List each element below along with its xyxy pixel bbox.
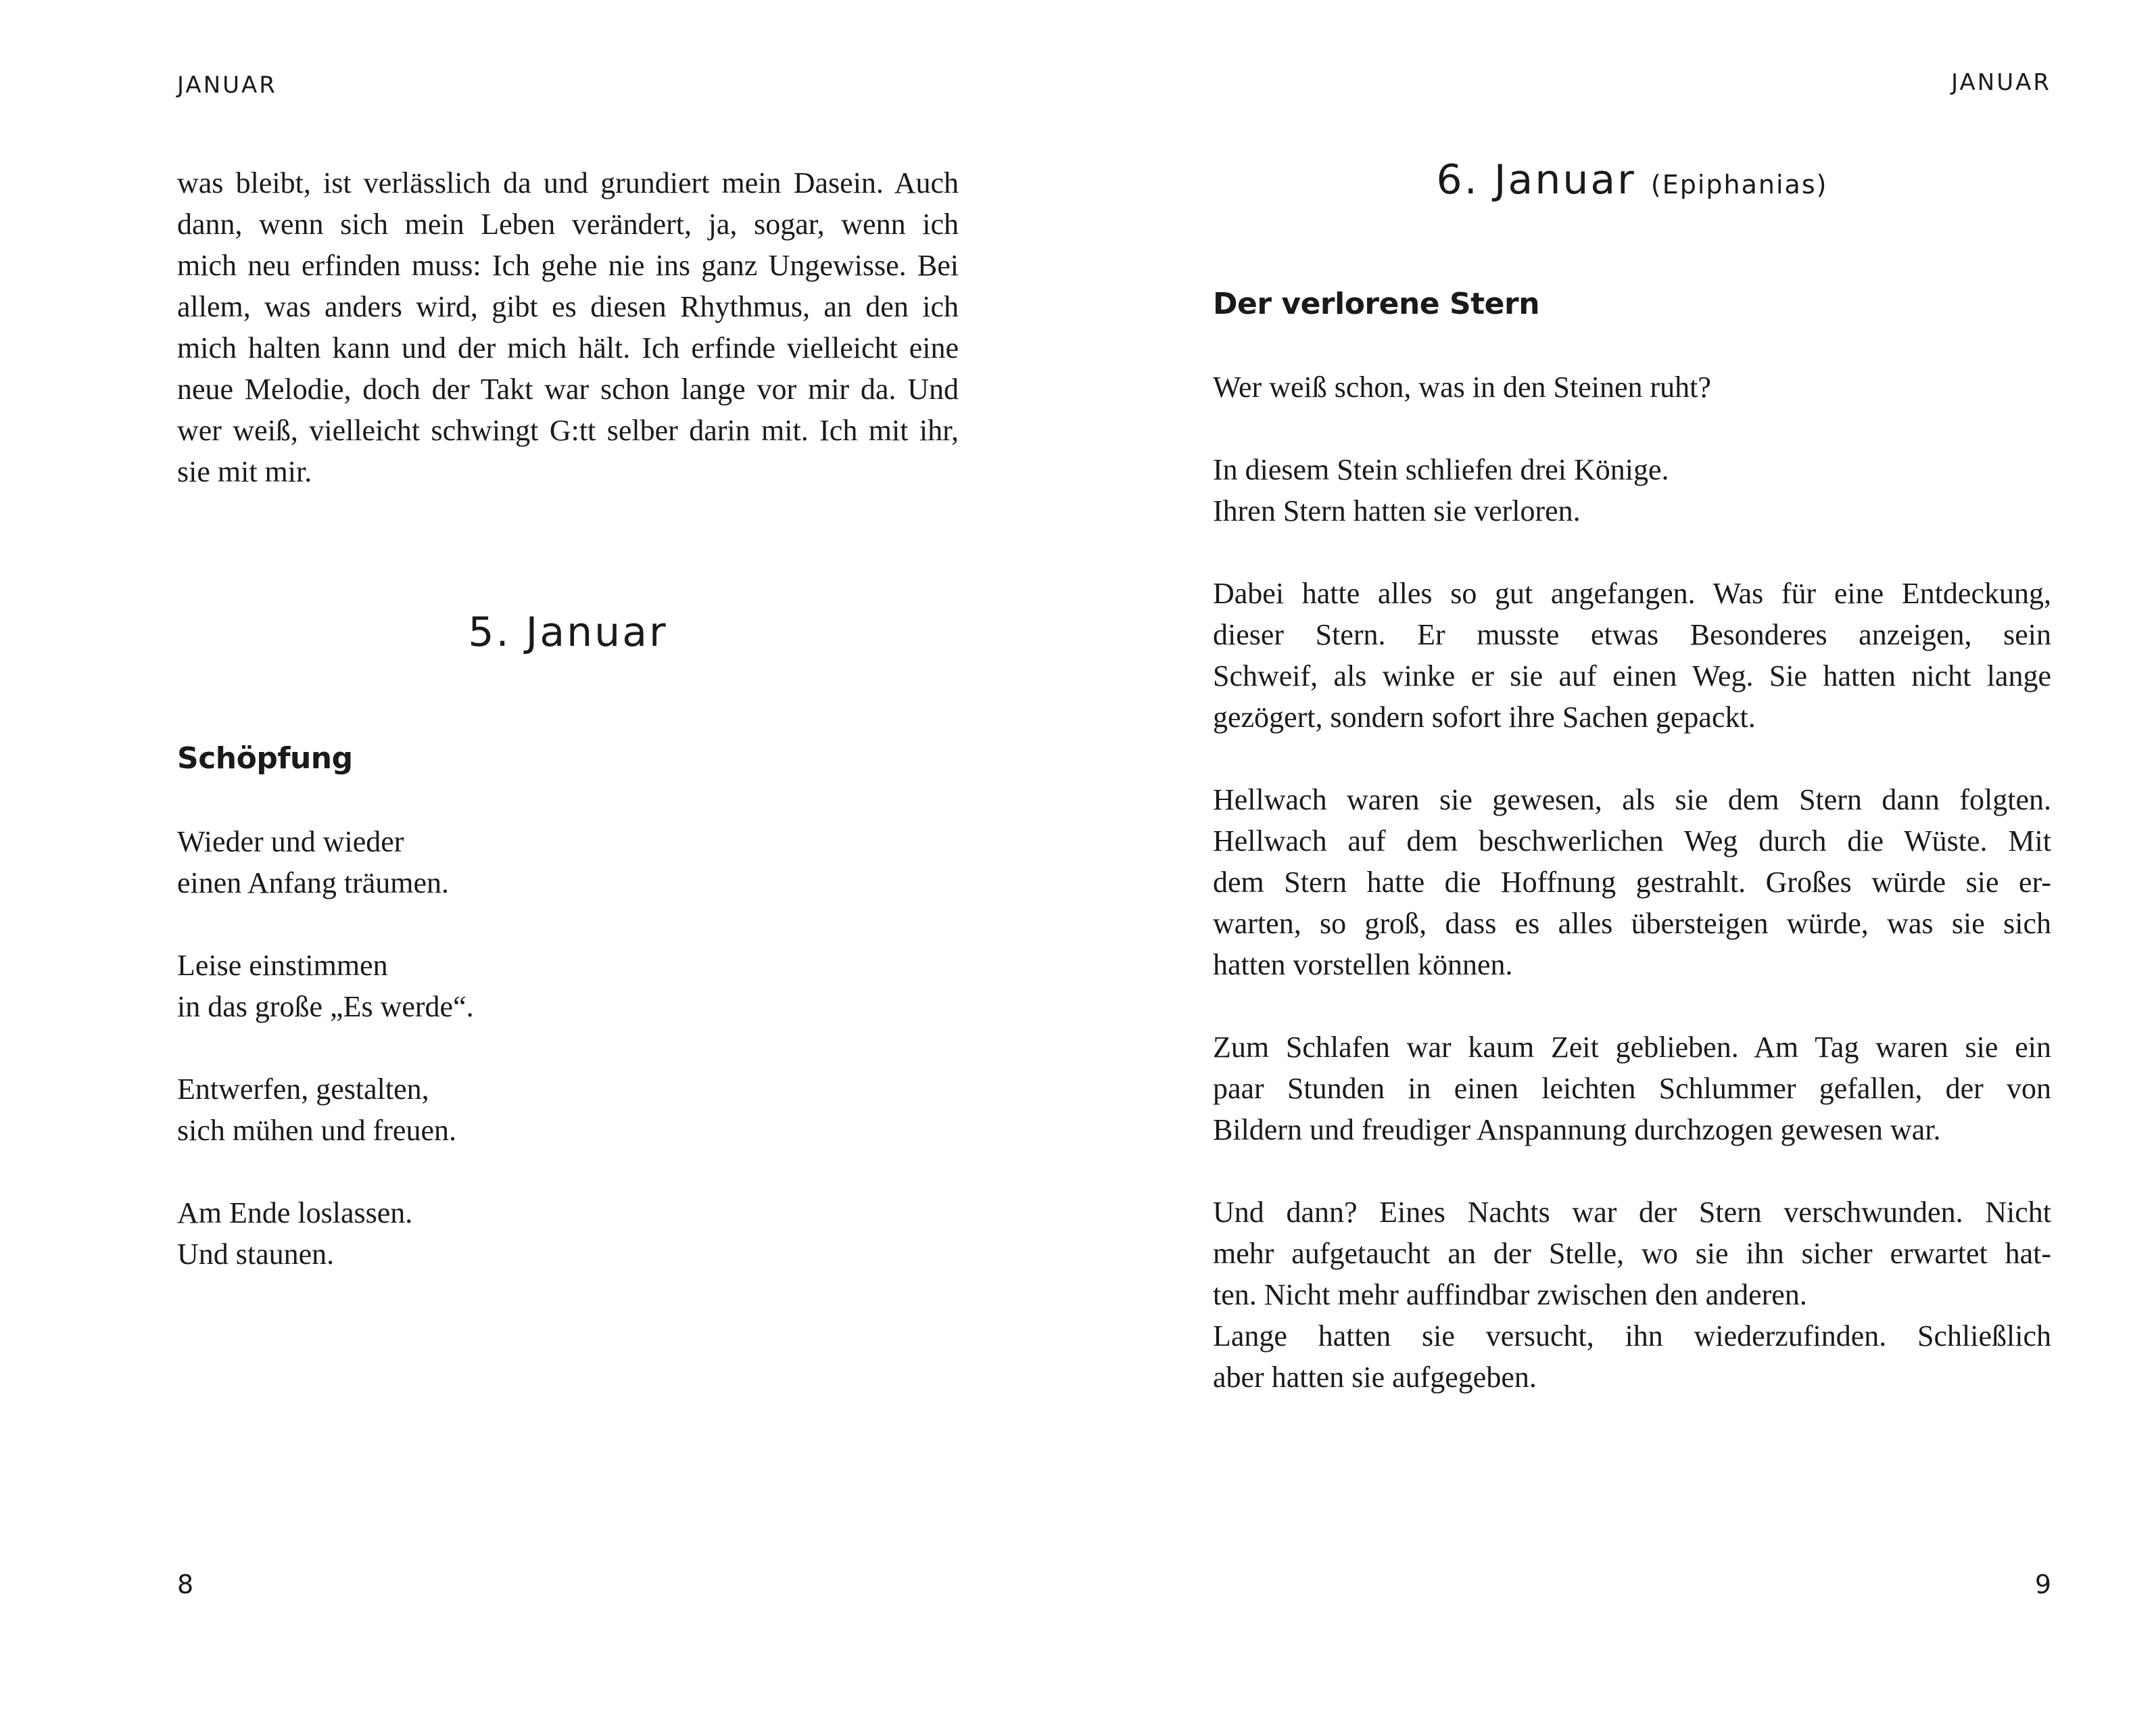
- paragraph: [1213, 1027, 2051, 1150]
- running-head: JANUAR: [177, 72, 277, 99]
- text-line: dieser Stern. Er musste etwas Besonderes anzeigen, sein: [1213, 618, 2051, 651]
- section-heading: Der verlorene Stern: [1213, 287, 1540, 321]
- poem-line: Und staunen.: [177, 1238, 335, 1271]
- date-title: 5. Januar: [468, 609, 668, 656]
- right-page: [1078, 0, 2156, 1717]
- date-title: [1213, 153, 2051, 212]
- poem-line: einen Anfang träumen.: [177, 866, 449, 899]
- running-head: JANUAR: [1951, 69, 2051, 96]
- text-line: mich halten kann und der mich hält. Ich erfinde vielleicht eine: [177, 331, 959, 364]
- paragraph: [1213, 779, 2051, 985]
- text-line: Hellwach auf dem beschwerlichen Weg durch die Wüste. Mit: [1213, 824, 2051, 857]
- continuation-paragraph: [177, 162, 959, 492]
- section-heading: Schöpfung: [177, 741, 353, 776]
- text-line: paar Stunden in einen leichten Schlummer gefallen, der von: [1213, 1072, 2051, 1105]
- stanza: [177, 821, 959, 903]
- poem: [177, 821, 959, 1275]
- text-line: Dabei hatte alles so gut angefangen. Was für eine Entdeckung,: [1213, 577, 2051, 610]
- text-line: dem Stern hatte die Hoffnung gestrahlt. Großes würde sie er-: [1213, 866, 2051, 899]
- text-line: gezögert, sondern sofort ihre Sachen gepackt.: [1213, 701, 1756, 734]
- poem-line: Wieder und wieder: [177, 825, 404, 858]
- text-line: hatten vorstellen können.: [1213, 948, 1513, 981]
- story-text: [1213, 367, 2051, 1398]
- text-line: aber hatten sie aufgegeben.: [1213, 1361, 1537, 1394]
- text-line: allem, was anders wird, gibt es diesen Rhythmus, an den ich: [177, 290, 959, 323]
- paragraph: [1213, 1192, 2051, 1398]
- page-number: 8: [177, 1570, 194, 1599]
- page-number: 9: [2034, 1570, 2051, 1599]
- text-line: mehr aufgetaucht an der Stelle, wo sie ihn sicher erwartet hat-: [1213, 1237, 2051, 1270]
- text-line: Schweif, als winke er sie auf einen Weg. Sie hatten nicht lange: [1213, 659, 2051, 692]
- text-line: warten, so groß, dass es alles übersteigen würde, was sie sich: [1213, 907, 2051, 940]
- text-line: Bildern und freudiger Anspannung durchzogen gewesen war.: [1213, 1113, 1941, 1146]
- text-line: Lange hatten sie versucht, ihn wiederzufinden. Schließlich: [1213, 1319, 2051, 1353]
- poem-line: sich mühen und freuen.: [177, 1114, 456, 1147]
- stanza: [177, 1192, 959, 1275]
- paragraph: [1213, 449, 2051, 532]
- paragraph: [1213, 573, 2051, 738]
- text-line: Ihren Stern hatten sie verloren.: [1213, 494, 1581, 527]
- text-line: was bleibt, ist verlässlich da und grundiert mein Dasein. Auch: [177, 166, 959, 199]
- text-line: neue Melodie, doch der Takt war schon lange vor mir da. Und: [177, 373, 959, 406]
- poem-line: Entwerfen, gestalten,: [177, 1073, 429, 1106]
- text-line: In diesem Stein schliefen drei Könige.: [1213, 453, 1669, 486]
- stanza: [177, 945, 959, 1027]
- text-line: ten. Nicht mehr auffindbar zwischen den anderen.: [1213, 1278, 1807, 1311]
- text-line: Zum Schlafen war kaum Zeit geblieben. Am Tag waren sie ein: [1213, 1031, 2051, 1064]
- text-line: dann, wenn sich mein Leben verändert, ja, sogar, wenn ich: [177, 208, 959, 241]
- poem-line: Leise einstimmen: [177, 949, 388, 982]
- text-line: Hellwach waren sie gewesen, als sie dem Stern dann folgten.: [1213, 783, 2051, 816]
- stanza: [177, 1068, 959, 1151]
- paragraph: [1213, 367, 2051, 408]
- text-line: Und dann? Eines Nachts war der Stern verschwunden. Nicht: [1213, 1196, 2051, 1229]
- text-line: wer weiß, vielleicht schwingt G:tt selber darin mit. Ich mit ihr,: [177, 414, 959, 447]
- poem-line: Am Ende loslassen.: [177, 1196, 413, 1229]
- text-line: Wer weiß schon, was in den Steinen ruht?: [1213, 371, 1711, 404]
- date-title-main: 6. Januar: [1436, 156, 1636, 204]
- text-line: mich neu erfinden muss: Ich gehe nie ins ganz Ungewisse. Bei: [177, 249, 959, 282]
- poem-line: in das große „Es werde“.: [177, 990, 474, 1023]
- text-line: sie mit mir.: [177, 455, 312, 488]
- date-subtitle: (Epiphanias): [1650, 170, 1828, 199]
